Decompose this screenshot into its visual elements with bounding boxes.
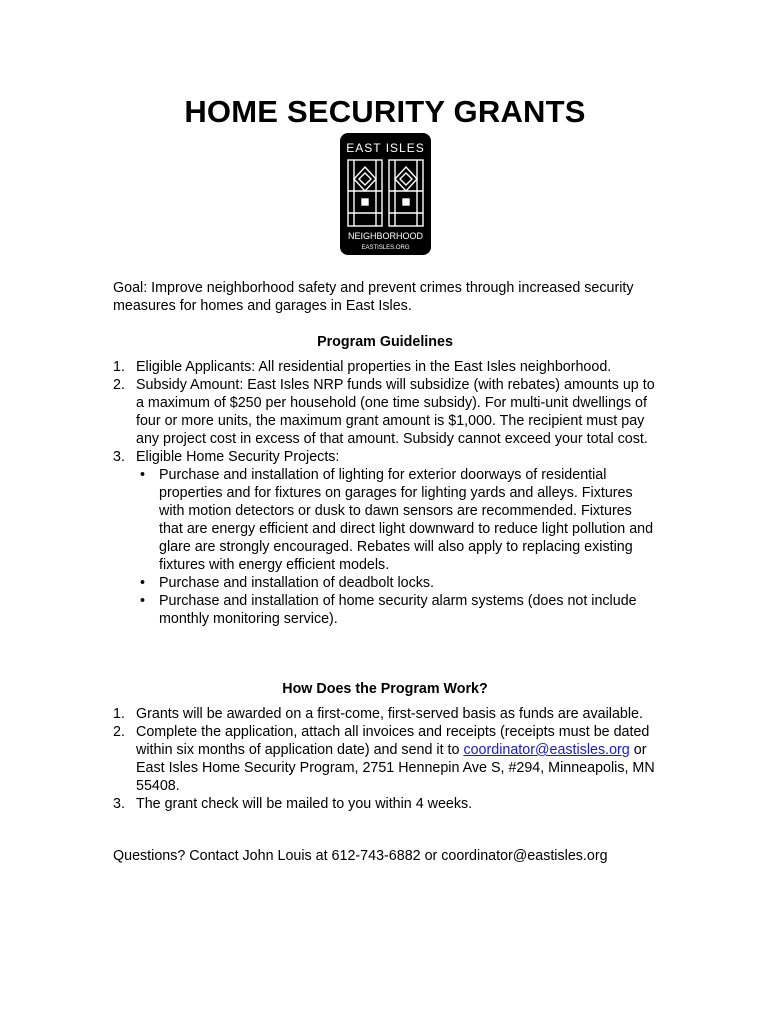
list-item xyxy=(113,358,658,376)
list-item-text: Purchase and installation of lighting for exterior doorways of residential properties and for fixtures on garages for lighting yards and alleys. Fixtures with motion detectors or dusk to dawn sensors are recommended. Fixtures that are energy efficient and direct light downward to reduce light pollution and glare are strongly encouraged. Rebates will also apply to replacing existing fixtures with energy efficient models. xyxy=(159,467,654,573)
goal-paragraph: Goal: Improve neighborhood safety and prevent crimes through increased security measures for homes and garages in East Isles. xyxy=(113,280,634,314)
list-item xyxy=(113,705,658,723)
list-item xyxy=(113,376,658,448)
list-number: 3. xyxy=(113,796,125,812)
list-number: 2. xyxy=(113,377,125,393)
projects-list xyxy=(136,466,658,628)
list-item-text: or East Isles Home Security Program, 2751 Hennepin Ave S, #294, Minneapolis, MN 55408. xyxy=(136,742,655,794)
east-isles-logo xyxy=(340,133,431,255)
bullet-icon: • xyxy=(140,467,146,483)
list-item-text: Purchase and installation of home security alarm systems (does not include monthly monitoring service). xyxy=(159,593,637,627)
coordinator-email-link[interactable]: coordinator@eastisles.org xyxy=(463,742,630,758)
list-item xyxy=(136,574,658,592)
bullet-icon: • xyxy=(140,575,146,591)
list-item xyxy=(136,466,658,574)
program-guidelines-heading: Program Guidelines xyxy=(317,334,453,350)
list-number: 1. xyxy=(113,359,125,375)
list-item-text: Complete the application, attach all invoices and receipts (receipts must be dated within six months of application date) and send it to xyxy=(136,724,650,758)
questions-contact: Questions? Contact John Louis at 612-743-6882 or coordinator@eastisles.org xyxy=(113,848,608,864)
list-item xyxy=(113,723,658,795)
list-item xyxy=(113,795,658,813)
logo-bottom-text: NEIGHBORHOOD xyxy=(347,231,424,241)
list-item xyxy=(113,448,658,628)
bullet-icon: • xyxy=(140,593,146,609)
list-item-text: Subsidy Amount: East Isles NRP funds will subsidize (with rebates) amounts up to a maximum of $250 per household (one time subsidy). For multi-unit dwellings of four or more units, the maximum grant amount is $1,000. The recipient must pay any project cost in excess of that amount. Subsidy cannot exceed your total cost. xyxy=(136,377,655,447)
page-title: HOME SECURITY GRANTS xyxy=(184,94,586,129)
list-item xyxy=(136,592,658,628)
logo-url-text: EASTISLES.ORG xyxy=(361,245,410,251)
list-item-text: The grant check will be mailed to you within 4 weeks. xyxy=(136,796,473,812)
guidelines-list xyxy=(113,358,658,628)
list-number: 1. xyxy=(113,706,125,722)
list-item-text: Grants will be awarded on a first-come, first-served basis as funds are available. xyxy=(136,706,643,722)
how-it-works-list xyxy=(113,705,658,813)
list-number: 3. xyxy=(113,449,125,465)
list-item-text: Eligible Home Security Projects: xyxy=(136,449,340,465)
list-item-text: Eligible Applicants: All residential properties in the East Isles neighborhood. xyxy=(136,359,612,375)
list-number: 2. xyxy=(113,724,125,740)
logo-top-text: EAST ISLES xyxy=(346,141,425,155)
list-item-text: Purchase and installation of deadbolt locks. xyxy=(159,575,434,591)
how-it-works-heading: How Does the Program Work? xyxy=(282,681,488,697)
